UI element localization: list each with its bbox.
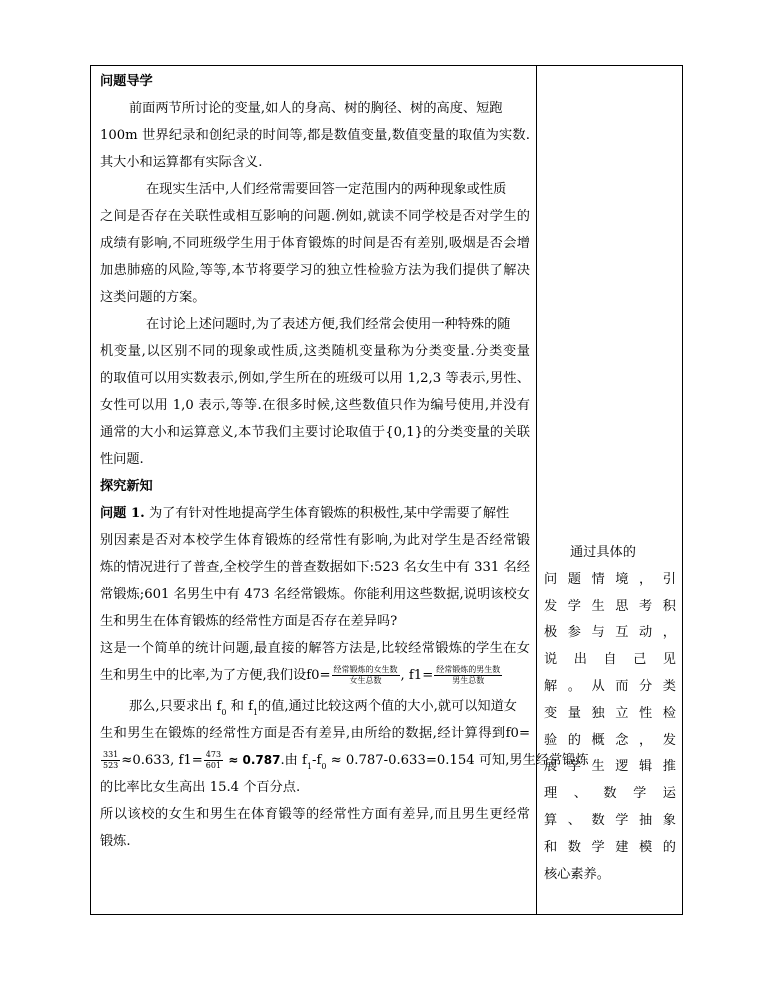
paragraph-line: 在讨论上述问题时,为了表述方便,我们经常会使用一种特殊的随 — [146, 317, 511, 332]
problem-1-first-line — [100, 500, 530, 527]
text-span: 那么,只要求出 f — [129, 699, 222, 714]
subscript: 1 — [252, 708, 259, 717]
compute-line: 生和男生在锻炼的经常性方面是否有差异,由所给的数据,经计算得到f0= — [100, 726, 530, 741]
side-note-line: 说出自己见 — [544, 652, 676, 668]
problem-label: 问题 1. — [100, 506, 145, 521]
section-heading-explore: 探究新知 — [100, 479, 153, 494]
f0-label: f0= — [306, 668, 331, 683]
denominator: 523 — [103, 761, 119, 770]
compare-line — [100, 693, 530, 720]
f0-fraction — [332, 665, 400, 686]
paragraph-line: 其大小和运算都有实际含义. — [100, 155, 263, 170]
side-note — [544, 540, 676, 888]
column-divider — [536, 65, 537, 915]
text-span: 的值,通过比较这两个值的大小,就可以知道女 — [258, 699, 517, 714]
subscript: 0 — [221, 708, 227, 717]
side-note-line: 解。从而分类 — [544, 678, 676, 694]
approx-value: ≈ 0.787 — [224, 753, 281, 767]
paragraph-line: 通常的大小和运算意义,本节我们主要讨论取值于{0,1}的分类变量的关联 — [100, 425, 530, 440]
f1-denominator: 男生总数 — [452, 676, 485, 685]
paragraph-line: 这类问题的方案。 — [100, 290, 206, 305]
f0-numerator: 经常锻炼的女生数 — [333, 665, 398, 674]
f1-fraction — [434, 665, 502, 686]
problem-line: 生和男生在体育锻炼的经常性方面是否存在差异吗? — [100, 614, 398, 629]
paragraph-line: 之间是否存在关联性或相互影响的问题.例如,就读不同学校是否对学生的 — [100, 209, 530, 224]
paragraph-line: 性问题. — [100, 452, 144, 467]
section-heading-guide: 问题导学 — [100, 74, 153, 89]
f1-label: f1= — [404, 668, 434, 683]
result-line — [100, 747, 589, 774]
numerator: 331 — [103, 750, 119, 759]
denominator: 601 — [205, 761, 222, 770]
side-note-line: 核心素养。 — [544, 866, 610, 882]
fraction-473-601 — [204, 750, 223, 771]
conclusion-line: 锻炼. — [100, 834, 131, 849]
text-span: .由 f — [280, 753, 307, 768]
paragraph-line: 机变量,以区别不同的现象或性质,这类随机变量称为分类变量.分类变量 — [100, 344, 530, 359]
problem-line: 别因素是否对本校学生体育锻炼的经常性有影响,为此对学生是否经常锻 — [100, 533, 530, 548]
side-note-line: 验的概念，发 — [544, 732, 676, 748]
problem-text: 为了有针对性地提高学生体育锻炼的积极性,某中学需要了解性 — [148, 506, 510, 521]
conclusion-line: 的比率比女生高出 15.4 个百分点. — [100, 780, 301, 795]
numerator: 473 — [205, 750, 222, 759]
subscript: 0 — [321, 762, 327, 771]
side-note-line: 算、数学抽象 — [544, 812, 676, 828]
side-note-line: 和数学建模的 — [544, 839, 676, 855]
paragraph-line: 女性可以用 1,0 表示,等等.在很多时候,这些数值只作为编号使用,并没有 — [100, 398, 530, 413]
side-note-line: 理、数学运 — [544, 786, 676, 802]
paragraph-line: 100m 世界纪录和创纪录的时间等,都是数值变量,数值变量的取值为实数. — [100, 128, 530, 143]
side-note-line: 极参与互动， — [544, 625, 676, 641]
main-column — [100, 68, 589, 855]
text-span: ≈0.633, f1= — [121, 753, 203, 768]
f0-denominator: 女生总数 — [349, 676, 382, 685]
text-span: ≈ 0.787-0.633=0.154 可知,男生经常锻炼 — [326, 753, 589, 768]
ratio-intro: 生和男生中的比率,为了方便,我们设 — [100, 668, 307, 683]
fraction-separator: , — [400, 668, 405, 683]
text-span: -f — [312, 753, 322, 768]
problem-line: 炼的情况进行了普查,全校学生的普查数据如下:523 名女生中有 331 名经 — [100, 560, 530, 575]
side-note-line: 问题情境，引 — [544, 571, 676, 587]
solution-line: 这是一个简单的统计问题,最直接的解答方法是,比较经常锻炼的学生在女 — [100, 641, 530, 656]
side-note-line: 展学生逻辑推 — [544, 759, 676, 775]
paragraph-line: 在现实生活中,人们经常需要回答一定范围内的两种现象或性质 — [146, 182, 507, 197]
text-span: 和 f — [230, 699, 253, 714]
conclusion-line: 所以该校的女生和男生在体育锻等的经常性方面有差异,而且男生更经常 — [100, 807, 530, 822]
f1-numerator: 经常锻炼的男生数 — [436, 665, 501, 674]
side-note-line: 变量独立性检 — [544, 705, 676, 721]
problem-line: 常锻炼;601 名男生中有 473 名经常锻炼。你能利用这些数据,说明该校女 — [100, 587, 530, 602]
paragraph-line: 加患肺癌的风险,等等,本节将要学习的独立性检验方法为我们提供了解决 — [100, 263, 530, 278]
ratio-definition-line — [100, 662, 530, 689]
paragraph-line: 成绩有影响,不同班级学生用于体育锻炼的时间是否有差别,吸烟是否会增 — [100, 236, 530, 251]
subscript: 1 — [306, 762, 312, 771]
paragraph-line: 的取值可以用实数表示,例如,学生所在的班级可以用 1,2,3 等表示,男性、 — [100, 371, 530, 386]
fraction-331-523 — [101, 750, 120, 771]
paragraph-line: 前面两节所讨论的变量,如人的身高、树的胸径、树的高度、短跑 — [129, 101, 503, 116]
side-note-line: 通过具体的 — [570, 545, 636, 560]
side-note-line: 发学生思考积 — [544, 598, 676, 614]
